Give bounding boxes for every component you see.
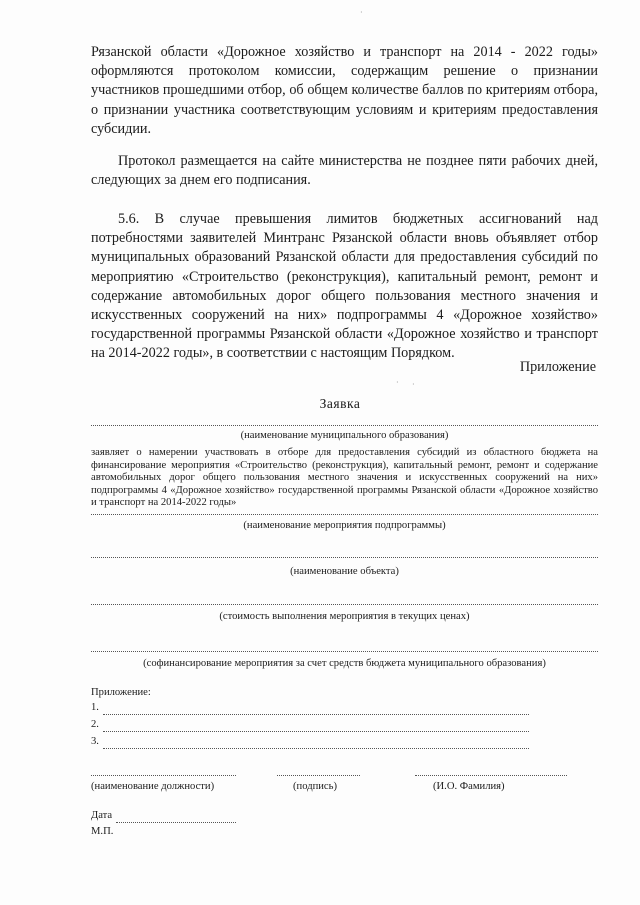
declaration-text: заявляет о намерении участвовать в отборе для предоставления субсидий из областного бюджета на финансирование мероприятия «Строительство (реконструкция), капитальный ремонт, ремонт и содержание автомобильных дорог общего пользования местного значения и искусственных сооружений на них» подпрограммы 4 «Дорожное хозяйство» государственной программы Рязанской области «Дорожное хозяйство и транспорт на 2014-2022 годы» — [91, 447, 598, 509]
paragraph-5-6: 5.6. В случае превышения лимитов бюджетных ассигнований над потребностями заявителей Минтранс Рязанской области вновь объявляет отбор муниципальных образований Рязанской области для предоставления субсидий по мероприятию «Строительство (реконструкция), капитальный ремонт, ремонт и содержание автомобильных дорог общего пользования местного значения и искусственных сооружений на них» подпрограммы 4 «Дорожное хозяйство» государственной программы Рязанской области «Дорожное хозяйство и транспорт на 2014-2022 годы», в соответствии с настоящим Порядком. — [91, 211, 598, 362]
caption-signature: (подпись) — [293, 781, 337, 792]
position-fill-line — [91, 775, 236, 776]
scan-speck: · — [360, 8, 363, 17]
caption-subprogram-measure: (наименование мероприятия подпрограммы) — [243, 520, 446, 531]
attachment-line-2 — [103, 731, 529, 732]
appendix-label: Приложение — [519, 359, 596, 375]
cost-fill-line — [91, 604, 598, 605]
attachment-line-3 — [103, 748, 529, 749]
caption-position: (наименование должности) — [91, 781, 215, 792]
scan-speck: · — [396, 378, 399, 387]
subprogram-measure-fill-line — [91, 514, 598, 515]
attachments-title: Приложение: — [91, 687, 151, 698]
caption-municipality: (наименование муниципального образования) — [240, 430, 449, 441]
caption-cofinancing: (софинансирование мероприятия за счет средств бюджета муниципального образования) — [143, 658, 546, 669]
signature-fill-line — [277, 775, 360, 776]
attachment-item-3: 3. — [91, 736, 99, 747]
date-label: Дата — [91, 810, 113, 821]
name-fill-line — [415, 775, 567, 776]
attachment-line-1 — [103, 714, 529, 715]
caption-cost: (стоимость выполнения мероприятия в текущих ценах) — [219, 611, 470, 622]
paragraph-protocol-publication: Протокол размещается на сайте министерства не позднее пяти рабочих дней, следующих за днем его подписания. — [91, 153, 598, 189]
form-title: Заявка — [319, 396, 361, 411]
scan-speck: · — [412, 380, 415, 389]
object-fill-line — [91, 557, 598, 558]
attachment-item-1: 1. — [91, 702, 99, 713]
stamp-label: М.П. — [91, 826, 114, 837]
paragraph-protocol-results: Рязанской области «Дорожное хозяйство и транспорт на 2014 - 2022 годы» оформляются протоколом комиссии, содержащим решение о признании участников прошедшими отбор, об общем количестве баллов по критериям отбора, о признании участника соответствующим условиям и критериям предоставления субсидии. — [91, 44, 598, 137]
caption-object: (наименование объекта) — [290, 566, 399, 577]
attachment-item-2: 2. — [91, 719, 99, 730]
caption-name: (И.О. Фамилия) — [433, 781, 505, 792]
cofinancing-fill-line — [91, 651, 598, 652]
municipality-fill-line — [91, 425, 598, 426]
date-fill-line — [116, 822, 236, 823]
